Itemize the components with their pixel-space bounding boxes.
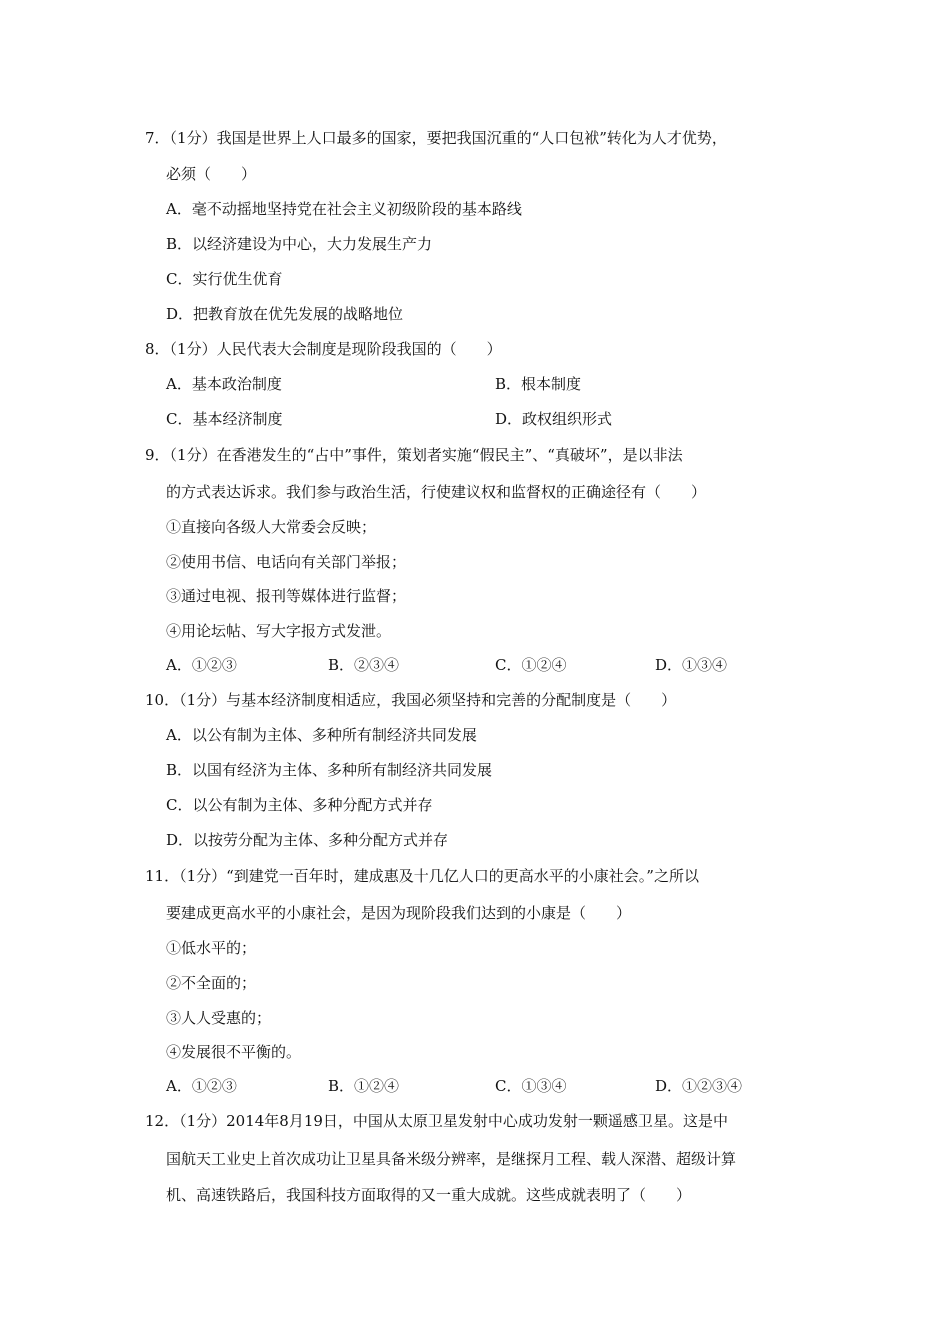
statement: ②使用书信、电话向有关部门举报； (166, 553, 407, 571)
statement: ④用论坛帖、写大字报方式发泄。 (166, 622, 392, 640)
question-text: 必须（ ） (166, 165, 257, 183)
option-c: C．实行优生优育 (166, 270, 283, 288)
statement: ④发展很不平衡的。 (166, 1043, 302, 1061)
option-a: A．①②③ (166, 1077, 237, 1095)
option-d: D．①②③④ (655, 1077, 743, 1095)
option-b: B．根本制度 (495, 375, 582, 393)
question-text: 国航天工业史上首次成功让卫星具备米级分辨率，是继探月工程、载人深潜、超级计算 (166, 1150, 737, 1168)
option-d: D．把教育放在优先发展的战略地位 (166, 305, 404, 323)
statement: ①低水平的； (166, 939, 257, 957)
question-text: 11．（1分）“到建党一百年时，建成惠及十几亿人口的更高水平的小康社会。”之所以 (145, 867, 699, 885)
statement: ①直接向各级人大常委会反映； (166, 518, 377, 536)
option-c: C．基本经济制度 (166, 410, 283, 428)
option-c: C．①②④ (495, 656, 567, 674)
option-a: A．以公有制为主体、多种所有制经济共同发展 (166, 726, 477, 744)
question-text: 要建成更高水平的小康社会，是因为现阶段我们达到的小康是（ ） (166, 904, 632, 922)
statement: ③人人受惠的； (166, 1009, 272, 1027)
option-b: B．以国有经济为主体、多种所有制经济共同发展 (166, 761, 493, 779)
question-text: 的方式表达诉求。我们参与政治生活，行使建议权和监督权的正确途径有（ ） (166, 483, 707, 501)
question-text: 8．（1分）人民代表大会制度是现阶段我国的（ ） (145, 340, 502, 358)
option-a: A．①②③ (166, 656, 237, 674)
question-text: 9．（1分）在香港发生的“占中”事件，策划者实施“假民主”、“真破坏”，是以非法 (145, 446, 683, 464)
option-c: C．①③④ (495, 1077, 567, 1095)
statement: ②不全面的； (166, 974, 257, 992)
statement: ③通过电视、报刊等媒体进行监督； (166, 587, 407, 605)
option-b: B．②③④ (328, 656, 400, 674)
option-b: B．以经济建设为中心，大力发展生产力 (166, 235, 433, 253)
option-d: D．政权组织形式 (495, 410, 613, 428)
option-b: B．①②④ (328, 1077, 400, 1095)
option-a: A．毫不动摇地坚持党在社会主义初级阶段的基本路线 (166, 200, 522, 218)
option-a: A．基本政治制度 (166, 375, 282, 393)
option-d: D．①③④ (655, 656, 728, 674)
option-c: C．以公有制为主体、多种分配方式并存 (166, 796, 433, 814)
option-d: D．以按劳分配为主体、多种分配方式并存 (166, 831, 449, 849)
question-text: 12．（1分）2014年8月19日，中国从太原卫星发射中心成功发射一颗遥感卫星。这是中 (145, 1112, 728, 1130)
question-text: 7．（1分）我国是世界上人口最多的国家，要把我国沉重的“人口包袱”转化为人才优势， (145, 129, 727, 147)
question-text: 10．（1分）与基本经济制度相适应，我国必须坚持和完善的分配制度是（ ） (145, 691, 677, 709)
question-text: 机、高速铁路后，我国科技方面取得的又一重大成就。这些成就表明了（ ） (166, 1186, 692, 1204)
